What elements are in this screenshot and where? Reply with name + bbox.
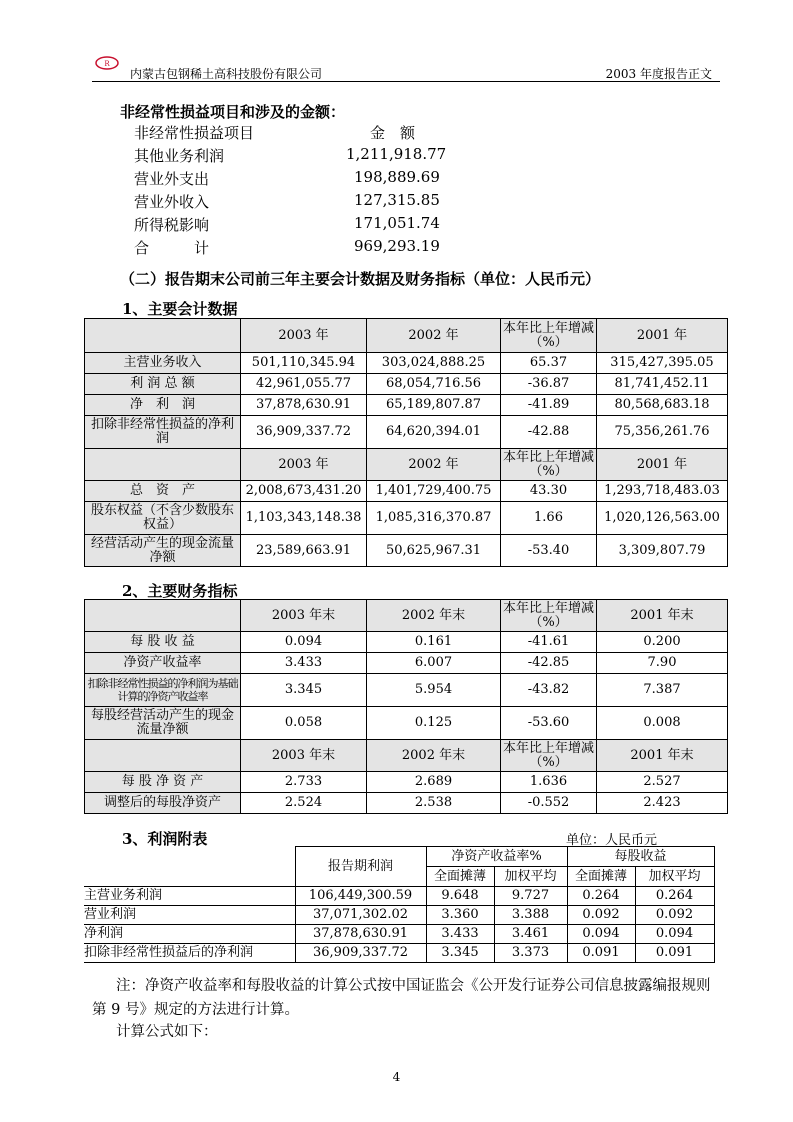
table-cell: 0.125	[367, 707, 501, 740]
table-cell: 2002 年	[367, 449, 501, 481]
table-cell: 81,741,452.11	[597, 374, 728, 395]
table-row	[85, 674, 728, 707]
table-cell: 36,909,337.72	[241, 416, 367, 449]
table-cell: 2002 年	[367, 319, 501, 353]
amount-value: 198,889.69	[354, 168, 440, 186]
item-label: 营业外收入	[134, 193, 210, 211]
table-cell: 0.161	[367, 632, 501, 653]
amount-value: 1,211,918.77	[346, 145, 447, 163]
table-cell: 3,309,807.79	[597, 535, 728, 567]
table-cell: 净资产收益率%	[426, 847, 567, 867]
note-paragraph: 注：净资产收益率和每股收益的计算公式按中国证监会《公开发行证券公司信息披露编报规则第 9 号》规定的方法进行计算。	[92, 978, 711, 1018]
table-cell: 扣除非经常性损益的净利润为基础计算的净资产收益率	[85, 674, 241, 707]
table-cell: 315,427,395.05	[597, 353, 728, 374]
col-amount: 金 额	[370, 124, 416, 142]
note-formula-intro: 计算公式如下：	[116, 1024, 218, 1040]
table-cell: 2.423	[597, 793, 728, 814]
table-row	[85, 793, 728, 814]
section2-title: （二）报告期末公司前三年主要会计数据及财务指标（单位：人民币元）	[120, 270, 601, 288]
nonrecurring-title: 非经常性损益项目和涉及的金额：	[120, 103, 346, 121]
table-cell: 9.727	[494, 887, 567, 906]
table-header-row	[84, 847, 714, 867]
table-cell: -41.89	[501, 395, 597, 416]
table-cell: 64,620,394.01	[367, 416, 501, 449]
table-cell: 加权平均	[635, 867, 714, 887]
table-cell: 3.461	[494, 925, 567, 944]
table-cell: 0.094	[635, 925, 714, 944]
table-row	[85, 772, 728, 793]
item-label: 营业外支出	[134, 170, 210, 188]
t3-title: 3、利润附表	[122, 830, 208, 848]
table-cell: 主营业务收入	[85, 353, 241, 374]
table-cell: 75,356,261.76	[597, 416, 728, 449]
table-cell: 3.433	[241, 653, 367, 674]
table-cell: 本年比上年增减（%）	[501, 319, 597, 353]
table-row	[85, 707, 728, 740]
table-cell: 1,103,343,148.38	[241, 502, 367, 535]
table-cell: 1,293,718,483.03	[597, 481, 728, 502]
table-cell: 36,909,337.72	[295, 944, 426, 963]
table-cell: 调整后的每股净资产	[85, 793, 241, 814]
table-cell: -0.552	[501, 793, 597, 814]
item-label: 所得税影响	[134, 216, 210, 234]
table-cell: 5.954	[367, 674, 501, 707]
table-cell: 2.527	[597, 772, 728, 793]
table-cell: 23,589,663.91	[241, 535, 367, 567]
table-cell: 0.264	[635, 887, 714, 906]
table-cell: 0.091	[635, 944, 714, 963]
table-cell: 9.648	[426, 887, 494, 906]
table-cell	[85, 319, 241, 353]
table-cell: 本年比上年增减（%）	[501, 600, 597, 632]
table-cell: 80,568,683.18	[597, 395, 728, 416]
table-cell: 37,878,630.91	[241, 395, 367, 416]
table-cell: 2003 年	[241, 319, 367, 353]
table-cell: 2.538	[367, 793, 501, 814]
table-cell: 每股经营活动产生的现金流量净额	[85, 707, 241, 740]
table-cell: -53.40	[501, 535, 597, 567]
amount-value: 969,293.19	[354, 237, 440, 255]
table-cell: 2001 年	[597, 449, 728, 481]
table-cell: 1.66	[501, 502, 597, 535]
table-cell: 每股收益	[567, 847, 714, 867]
table-cell: -53.60	[501, 707, 597, 740]
svg-text:R: R	[104, 60, 110, 68]
table-cell: 0.094	[567, 925, 635, 944]
table-cell: 2001 年末	[597, 740, 728, 772]
table-cell: 0.094	[241, 632, 367, 653]
table-row	[84, 906, 714, 925]
table-cell: 扣除非经常性损益后的净利润	[84, 944, 295, 963]
table-cell: -41.61	[501, 632, 597, 653]
table-cell: 6.007	[367, 653, 501, 674]
table-cell: 本年比上年增减（%）	[501, 740, 597, 772]
table-cell: 全面摊薄	[426, 867, 494, 887]
table-row	[85, 374, 728, 395]
page-number: 4	[392, 1070, 401, 1084]
table-cell: 7.90	[597, 653, 728, 674]
table-cell: 2.733	[241, 772, 367, 793]
table-cell: 经营活动产生的现金流量净额	[85, 535, 241, 567]
table-cell: 7.387	[597, 674, 728, 707]
table-cell: 0.092	[635, 906, 714, 925]
table-cell: 报告期利润	[295, 847, 426, 887]
table-cell: 1,020,126,563.00	[597, 502, 728, 535]
table-cell: 净利润	[84, 925, 295, 944]
table-cell: 37,071,302.02	[295, 906, 426, 925]
table-cell: 50,625,967.31	[367, 535, 501, 567]
table-cell: 37,878,630.91	[295, 925, 426, 944]
table-cell: 本年比上年增减（%）	[501, 449, 597, 481]
table-cell: 65,189,807.87	[367, 395, 501, 416]
table-cell: 1,401,729,400.75	[367, 481, 501, 502]
table-cell: -42.85	[501, 653, 597, 674]
table-cell	[85, 740, 241, 772]
table-cell: 每 股 收 益	[85, 632, 241, 653]
table-cell	[85, 449, 241, 481]
table-cell: 43.30	[501, 481, 597, 502]
table-cell: 2001 年末	[597, 600, 728, 632]
financial-indicator-table	[84, 599, 728, 814]
table-row	[85, 481, 728, 502]
page-header	[92, 55, 720, 82]
item-label: 其他业务利润	[134, 147, 225, 165]
table-cell: -36.87	[501, 374, 597, 395]
table-cell: 3.433	[426, 925, 494, 944]
table-cell: 42,961,055.77	[241, 374, 367, 395]
company-logo-icon	[94, 55, 120, 73]
table-cell: 0.092	[567, 906, 635, 925]
table-header-row	[85, 600, 728, 632]
table-cell: 利 润 总 额	[85, 374, 241, 395]
table-cell: 1.636	[501, 772, 597, 793]
table-cell: 2.689	[367, 772, 501, 793]
table-cell: 3.345	[426, 944, 494, 963]
table-row	[85, 353, 728, 374]
table-row	[85, 502, 728, 535]
table-cell: 303,024,888.25	[367, 353, 501, 374]
table-cell: -42.88	[501, 416, 597, 449]
table-cell: 0.091	[567, 944, 635, 963]
table-cell: 2002 年末	[367, 740, 501, 772]
amount-value: 171,051.74	[354, 214, 440, 232]
table-cell: 65.37	[501, 353, 597, 374]
table-cell: -43.82	[501, 674, 597, 707]
table-cell: 0.008	[597, 707, 728, 740]
table-cell: 2003 年	[241, 449, 367, 481]
table-cell: 每 股 净 资 产	[85, 772, 241, 793]
table-cell	[85, 600, 241, 632]
table-cell: 3.360	[426, 906, 494, 925]
table-row	[85, 632, 728, 653]
table-row	[84, 887, 714, 906]
table-cell: 2,008,673,431.20	[241, 481, 367, 502]
table-row	[84, 925, 714, 944]
t3-unit: 单位：人民币元	[566, 833, 658, 848]
table-cell: 主营业务利润	[84, 887, 295, 906]
table-cell: 2.524	[241, 793, 367, 814]
item-label: 合 计	[134, 239, 210, 257]
table-cell: 扣除非经常性损益的净利润	[85, 416, 241, 449]
table-header-row	[85, 319, 728, 353]
t1-title: 1、主要会计数据	[122, 300, 238, 318]
table-cell: 0.264	[567, 887, 635, 906]
table-cell: 3.345	[241, 674, 367, 707]
table-header-row	[85, 740, 728, 772]
header-report-title: 2003 年度报告正文	[605, 67, 712, 81]
table-row	[85, 535, 728, 567]
table-cell: 68,054,716.56	[367, 374, 501, 395]
table-cell: 总 资 产	[85, 481, 241, 502]
table-row	[85, 653, 728, 674]
table-cell: 营业利润	[84, 906, 295, 925]
profit-schedule-table	[84, 846, 715, 963]
table-cell: 净 利 润	[85, 395, 241, 416]
table-row	[84, 944, 714, 963]
table-cell: 加权平均	[494, 867, 567, 887]
table-header-row	[85, 449, 728, 481]
table-cell: 106,449,300.59	[295, 887, 426, 906]
table-cell: 2003 年末	[241, 740, 367, 772]
table-cell: 全面摊薄	[567, 867, 635, 887]
header-company: 内蒙古包钢稀土高科技股份有限公司	[130, 67, 323, 81]
table-cell: 0.058	[241, 707, 367, 740]
main-accounting-data-table	[84, 318, 728, 567]
table-row	[85, 395, 728, 416]
col-item: 非经常性损益项目	[134, 124, 255, 142]
table-cell: 0.200	[597, 632, 728, 653]
table-cell: 3.373	[494, 944, 567, 963]
table-cell: 股东权益（不含少数股东权益）	[85, 502, 241, 535]
table-cell	[84, 847, 295, 887]
table-cell: 净资产收益率	[85, 653, 241, 674]
t2-title: 2、主要财务指标	[122, 582, 238, 600]
table-cell: 3.388	[494, 906, 567, 925]
table-cell: 2001 年	[597, 319, 728, 353]
table-cell: 1,085,316,370.87	[367, 502, 501, 535]
amount-value: 127,315.85	[354, 191, 440, 209]
table-cell: 2002 年末	[367, 600, 501, 632]
table-row	[85, 416, 728, 449]
table-cell: 501,110,345.94	[241, 353, 367, 374]
table-cell: 2003 年末	[241, 600, 367, 632]
